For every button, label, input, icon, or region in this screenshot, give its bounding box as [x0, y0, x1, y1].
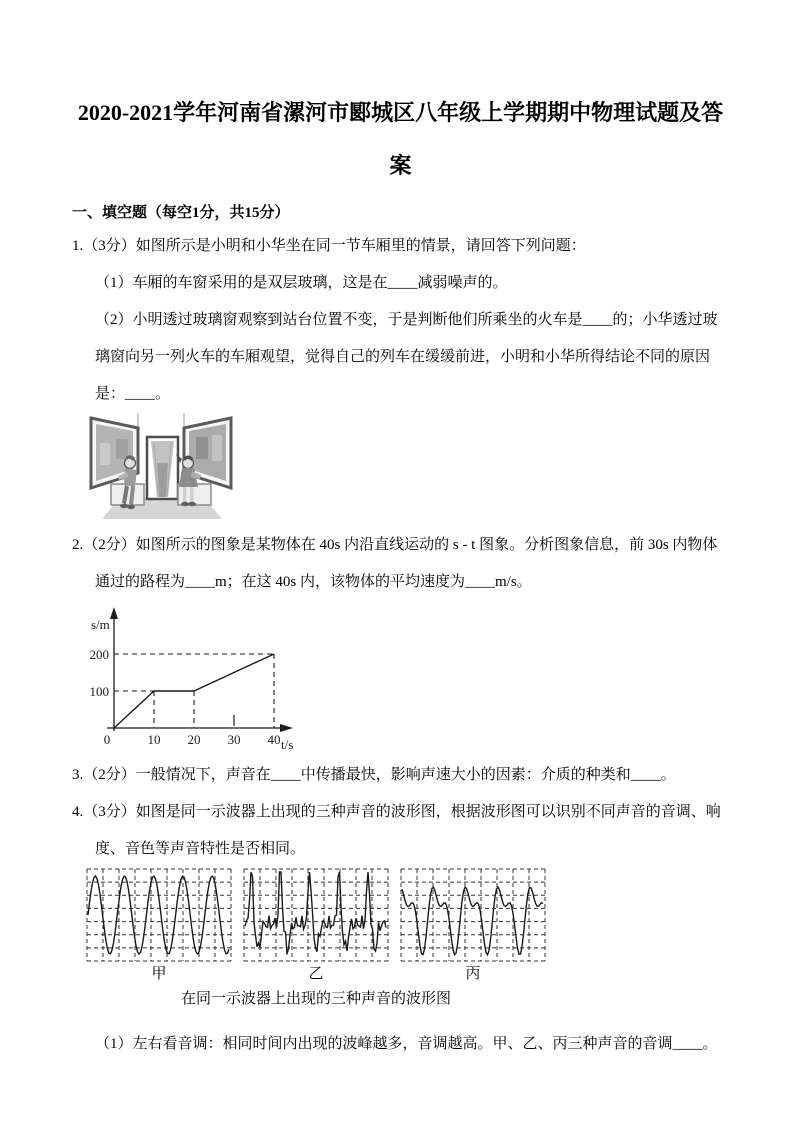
question-3-stem: 3.（2分）一般情况下，声音在____中传播最快，影响声速大小的因素：介质的种类和____。 — [72, 767, 676, 783]
svg-text:30: 30 — [227, 732, 241, 747]
distance-time-graph-svg — [74, 603, 304, 753]
question-4-stem: 4.（3分）如图是同一示波器上出现的三种声音的波形图，根据波形图可以识别不同声音的音调、响度、音色等声音特性是否相同。 — [72, 804, 721, 857]
waveform-panel-labels — [86, 962, 546, 986]
svg-text:s/m: s/m — [91, 617, 110, 632]
question-1-stem: 1.（3分）如图所示是小明和小华坐在同一节车厢里的情景，请回答下列问题： — [72, 238, 586, 254]
section-header-fill-in-blanks: 一、填空题（每空1分，共15分） — [72, 205, 290, 221]
page-title-line2: 案 — [389, 153, 412, 178]
question-2-stem: 2.（2分）如图所示的图象是某物体在 40s 内沿直线运动的 s - t 图象。分析图象信息，前 30s 内物体通过的路程为____m；在这 40s 内，该物体的平均速度为____m/s。 — [72, 537, 718, 590]
waveform-label-乙: 乙 — [308, 966, 324, 982]
right-bench — [178, 484, 211, 505]
page-title-line1: 2020-2021学年河南省漯河市郾城区八年级上学期期中物理试题及答 — [77, 100, 724, 125]
svg-text:0: 0 — [103, 732, 111, 747]
svg-text:200: 200 — [89, 647, 109, 662]
corridor-door — [147, 437, 178, 499]
question-1-part2: （2）小明透过玻璃窗观察到站台位置不变，于是判断他们所乘坐的火车是____的；小华透过玻璃窗向另一列火车的车厢观望，觉得自己的列车在缓缓前进，小明和小华所得结论不同的原因是：____。 — [95, 312, 718, 402]
waveform-caption: 在同一示波器上出现的三种声音的波形图 — [180, 991, 451, 1007]
waveform-panel-丙 — [400, 868, 546, 962]
svg-text:100: 100 — [89, 684, 109, 699]
waveform-panels — [86, 868, 546, 962]
svg-text:t/s: t/s — [281, 737, 294, 752]
train-carriage-svg — [86, 413, 236, 521]
page-title — [72, 86, 729, 192]
waveform-label-丙: 丙 — [465, 966, 481, 982]
waveform-panel-乙 — [243, 868, 389, 962]
question-1-part1: （1）车厢的车窗采用的是双层玻璃，这是在____减弱噪声的。 — [95, 275, 508, 291]
question-4-part1: （1）左右看音调：相同时间内出现的波峰越多，音调越高。甲、乙、丙三种声音的音调____。 — [95, 1036, 718, 1052]
waveform-label-甲: 甲 — [151, 966, 167, 982]
svg-text:40: 40 — [267, 732, 281, 747]
train-carriage-illustration — [86, 413, 236, 521]
svg-text:10: 10 — [147, 732, 161, 747]
waveform-figure — [86, 868, 546, 1012]
svg-text:20: 20 — [187, 732, 201, 747]
distance-time-graph — [74, 603, 304, 753]
waveform-panel-甲 — [86, 868, 232, 962]
